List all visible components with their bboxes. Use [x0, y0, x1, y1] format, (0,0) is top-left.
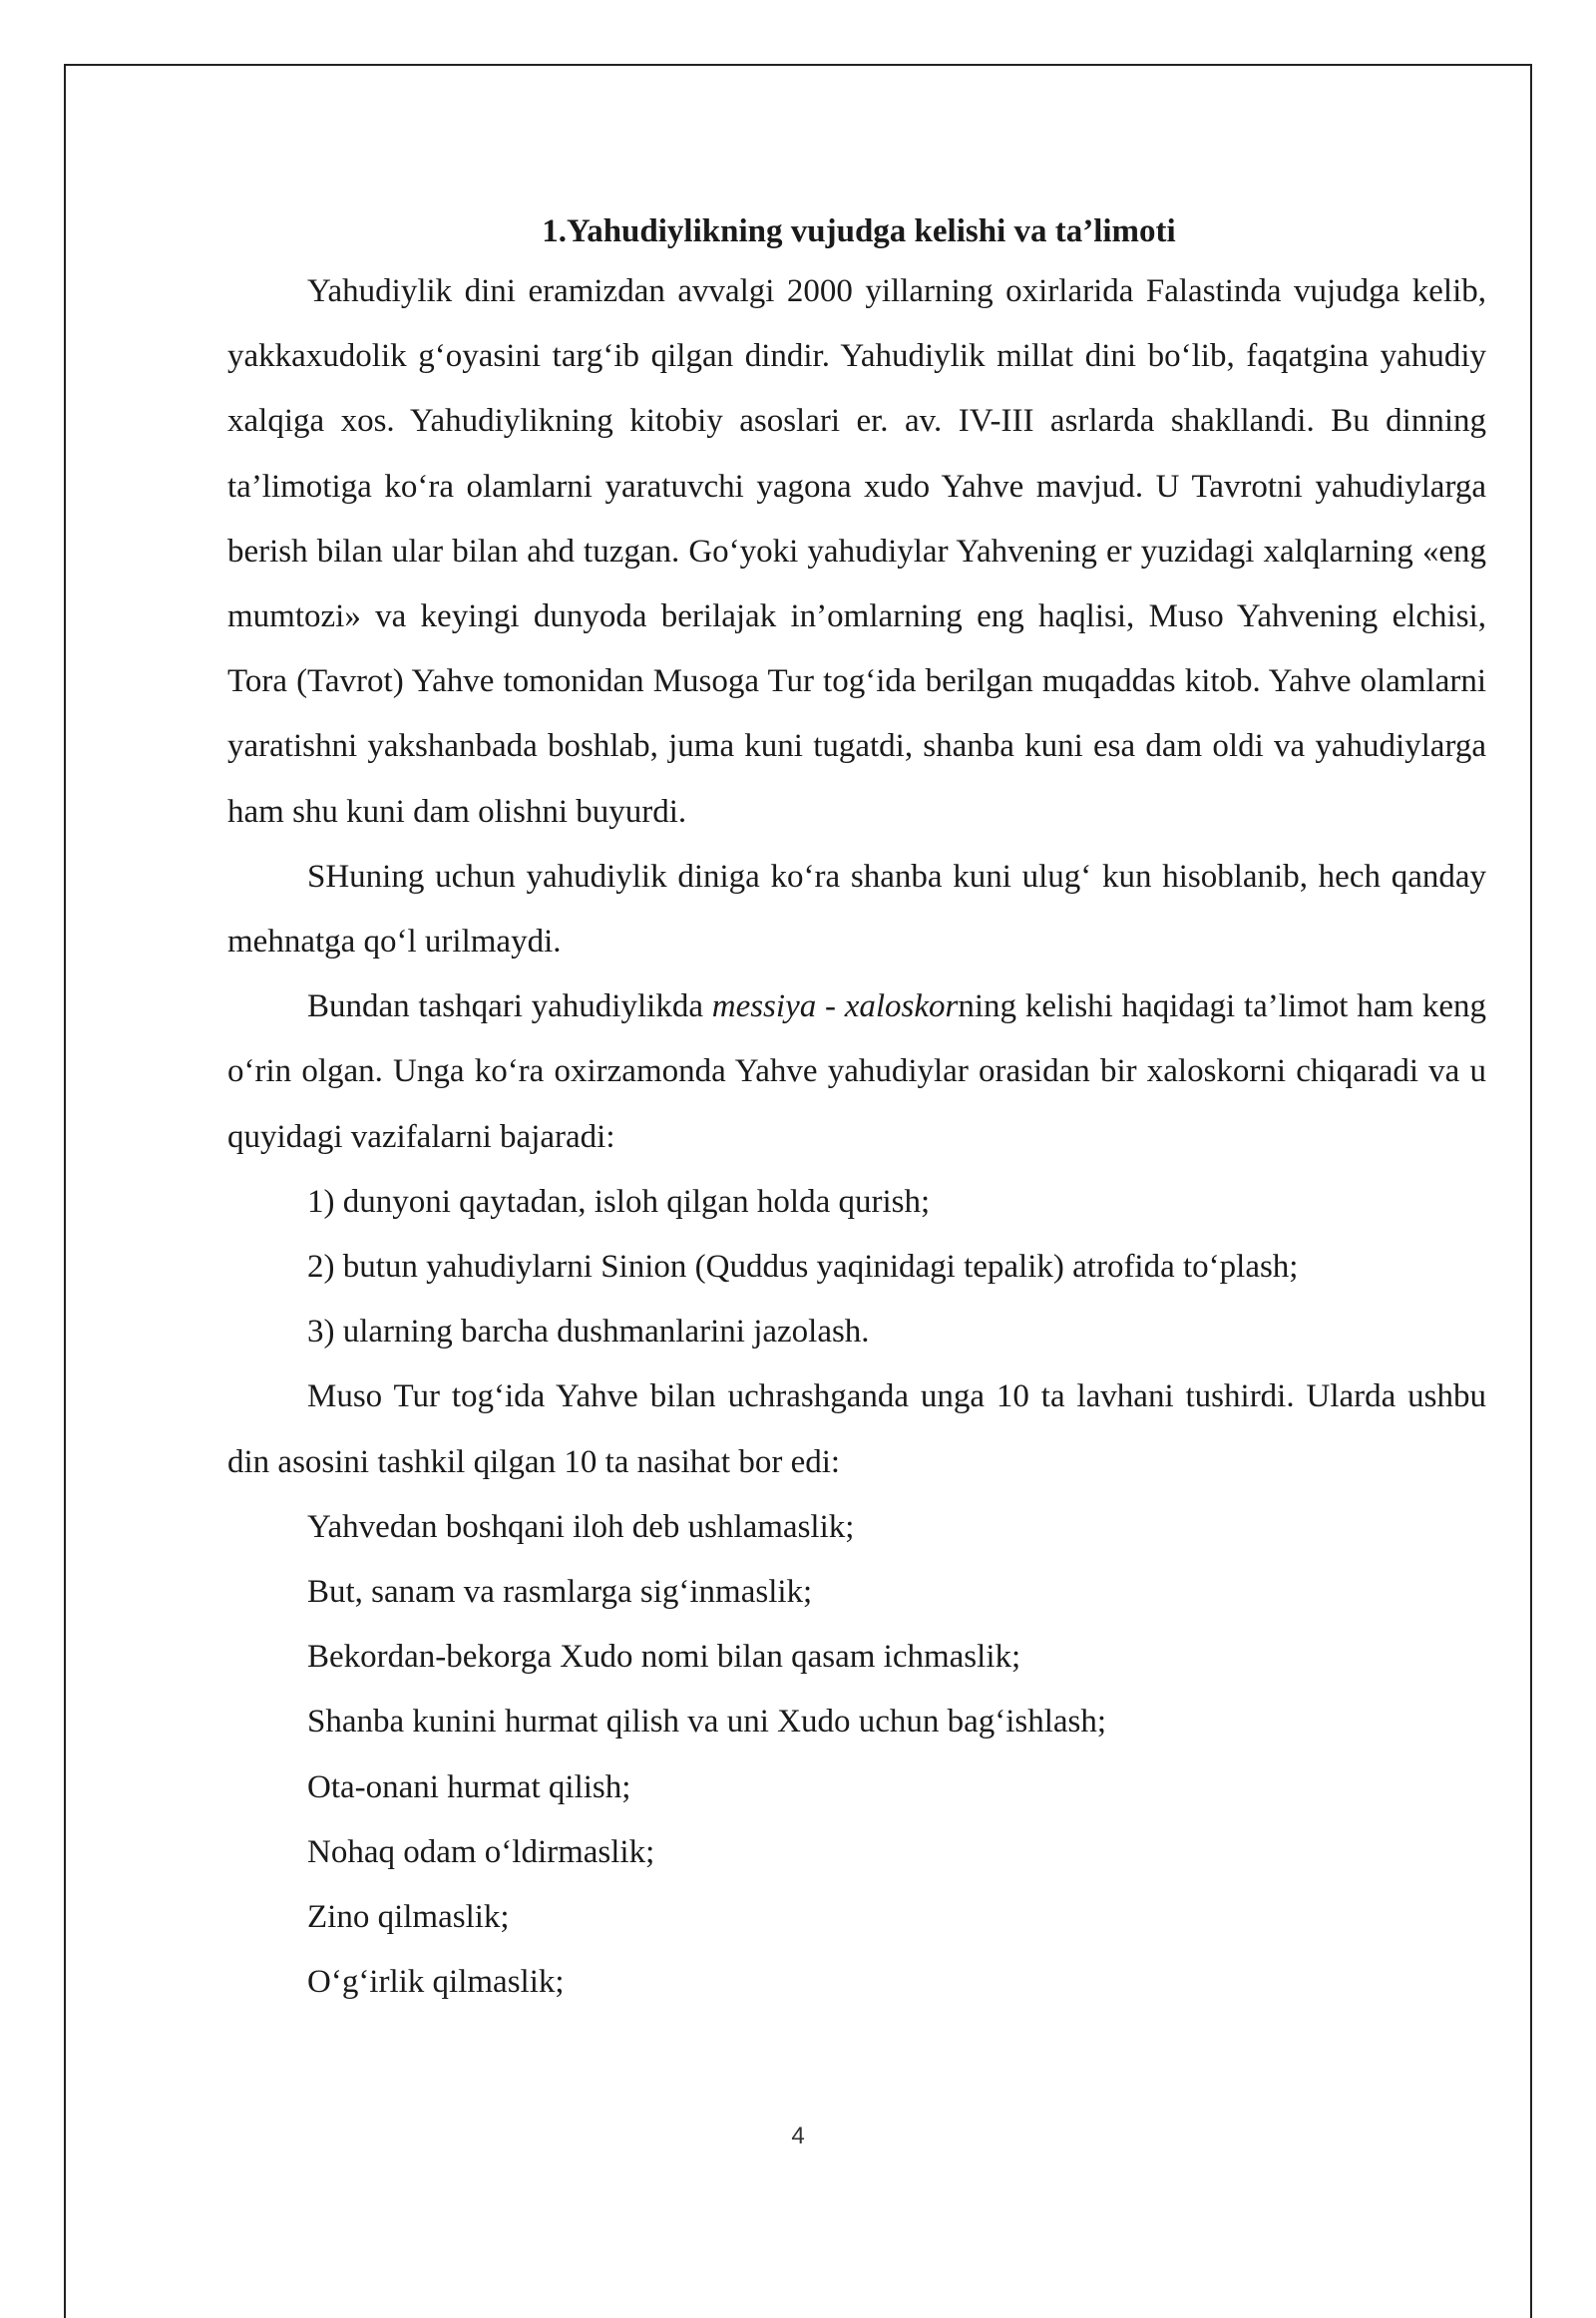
commandment-item: Zino qilmaslik; [307, 1899, 510, 1936]
page-number: 4 [791, 2123, 805, 2149]
document-body [227, 204, 1486, 2015]
section-title: 1.Yahudiylikning vujudga kelishi va ta’limoti [542, 213, 1176, 249]
commandment-item: Nohaq odam o‘ldirmaslik; [307, 1833, 655, 1870]
task-item: 3) ularning barcha dushmanlarini jazolash. [307, 1314, 870, 1351]
paragraph-intro: Yahudiylik dini eramizdan avvalgi 2000 yillarning oxirlarida Falastinda vujudga kelib, yakkaxudolik g‘oyasini targ‘ib qilgan dindir. Yahudiylik millat dini bo‘lib, faqatgina yahudiy xalqiga xos. Yahudiylikning kitobiy asoslari er. av. IV-III asrlarda shakllandi. Bu dinning ta’limotiga ko‘ra olamlarni yaratuvchi yagona xudo Yahve mavjud. U Tavrotni yahudiylarga berish bilan ular bilan ahd tuzgan. Go‘yoki yahudiylar Yahvening er yuzidagi xalqlarning «eng mumtozi» va keyingi dunyoda berilajak in’omlarning eng haqlisi, Muso Yahvening elchisi, Tora (Tavrot) Yahve tomonidan Musoga Tur tog‘ida berilgan muqaddas kitob. Yahve olamlarni yaratishni yakshanbada boshlab, juma kuni tugatdi, shanba kuni esa dam oldi va yahudiylarga ham shu kuni dam olishni buyurdi. [227, 273, 1486, 830]
commandment-item: Shanba kunini hurmat qilish va uni Xudo uchun bag‘ishlash; [307, 1704, 1107, 1740]
task-item: 2) butun yahudiylarni Sinion (Quddus yaqinidagi tepalik) atrofida to‘plash; [307, 1249, 1299, 1286]
commandment-item: O‘g‘irlik qilmaslik; [307, 1964, 565, 2001]
task-item: 1) dunyoni qaytadan, isloh qilgan holda qurish; [307, 1183, 931, 1220]
commandment-item: Ota-onani hurmat qilish; [307, 1768, 631, 1805]
paragraph-messiah-end: ning kelishi haqidagi ta’limot ham keng o‘rin olgan. Unga ko‘ra oxirzamonda Yahve yahudiylar orasidan bir xaloskorni chiqaradi va u quyidagi vazifalarni bajaradi: [227, 988, 1486, 1155]
messiah-term: messiya - xaloskor [711, 988, 959, 1025]
commandment-item: Bekordan-bekorga Xudo nomi bilan qasam ichmaslik; [307, 1639, 1021, 1676]
commandment-item: But, sanam va rasmlarga sig‘inmaslik; [307, 1574, 813, 1611]
paragraph-shabbat: SHuning uchun yahudiylik diniga ko‘ra shanba kuni ulug‘ kun hisoblanib, hech qanday mehnatga qo‘l urilmaydi. [227, 858, 1486, 961]
paragraph-tablets: Muso Tur tog‘ida Yahve bilan uchrashganda unga 10 ta lavhani tushirdi. Ularda ushbu din asosini tashkil qilgan 10 ta nasihat bor edi: [227, 1378, 1486, 1480]
paragraph-messiah-start: Bundan tashqari yahudiylikda [307, 988, 712, 1025]
paragraph-messiah [227, 974, 1486, 1170]
commandment-item: Yahvedan boshqani iloh deb ushlamaslik; [307, 1508, 855, 1545]
